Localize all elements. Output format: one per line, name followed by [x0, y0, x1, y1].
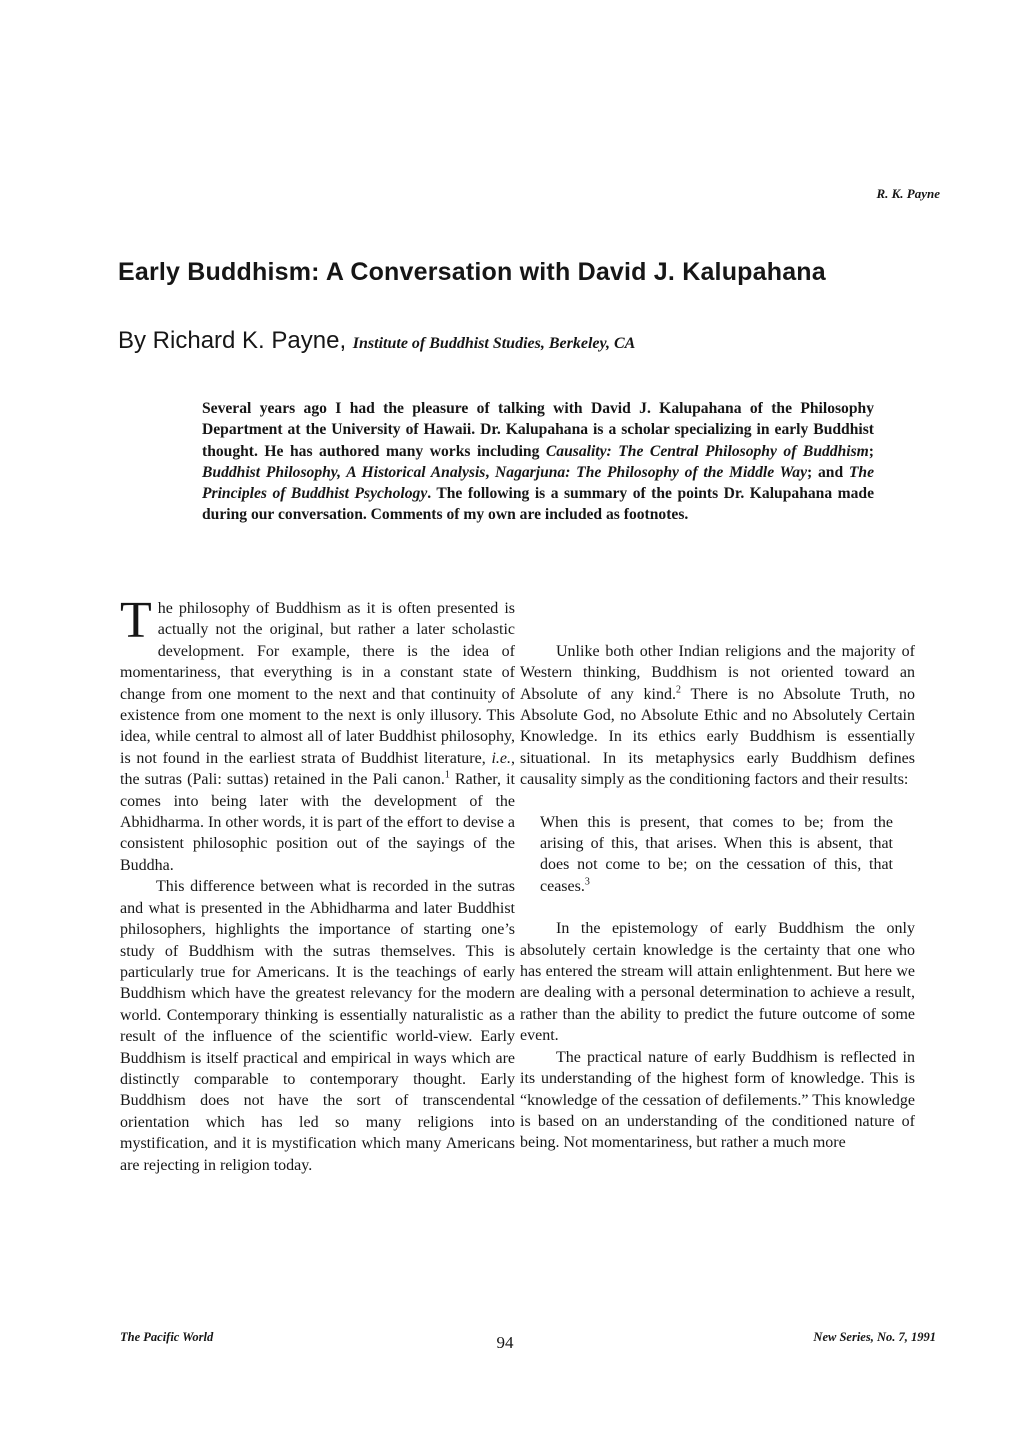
- drop-cap: T: [120, 592, 152, 649]
- author-affiliation: Institute of Buddhist Studies, Berkeley, CA: [352, 335, 636, 352]
- footnote-ref-1[interactable]: 1: [444, 769, 450, 781]
- article-title: Early Buddhism: A Conversation with David J. Kalupahana: [118, 258, 826, 286]
- p3-text-b: There is no Absolute Truth, no Absolute God, no Absolute Ethic and no Absolutely Certain Knowledge. In its ethics early Buddhism is essentially situational. In its metaphysics early Buddhism defines causality simply as the conditioning factors and their results:: [520, 685, 915, 789]
- abstract: [202, 398, 874, 526]
- abstract-work-4: The Principles of Buddhist Psychology: [202, 463, 874, 503]
- body-paragraph-5: The practical nature of early Buddhism is reflected in its understanding of the highest form of knowledge. This is “knowledge of the cessation of defilements.” This knowledge is based on an understanding of the conditioned nature of being. Not momentariness, but rather a much more: [520, 1048, 915, 1152]
- abstract-work-1: Causality: The Central Philosophy of Buddhism: [545, 442, 869, 460]
- body-paragraph-2: This difference between what is recorded in the sutras and what is presented in the Abhidharma and later Buddhist philosophers, highlights the importance of starting one’s study of Buddhism with the sutras themselves. This is particularly true for Americans. It is the teachings of early Buddhism which have the greatest relevancy for the modern world. Contemporary thinking is essentially naturalistic as a result of the influence of the scientific world-view. Early Buddhism is itself practical and empirical in ways which are distinctly comparable to contemporary thought. Early Buddhism does not have the sort of transcendental orientation which has led so many religions into mystification, and it is mystification which many Americans are rejecting in religion today.: [120, 878, 515, 1174]
- abstract-sep-1: ;: [868, 442, 874, 460]
- abstract-tail: . The following is a summary of the points Dr. Kalupahana made during our conversation. Comments of my own are included as footnotes.: [202, 485, 875, 524]
- journal-name: The Pacific World: [120, 1330, 214, 1344]
- body-column-left: [120, 592, 516, 1176]
- p1-text-b: , the sutras (Pali: suttas) retained in the Pali canon.: [120, 749, 516, 789]
- byline: [118, 326, 918, 359]
- p1-text-a: he philosophy of Buddhism as it is often presented is actually not the original, but rather a later scholastic development. For example, there is the idea of momentariness, that everything is in a constant state of change from one moment to the next and that continuity of existence from one moment to the next is only illusory. This idea, while central to almost all of later Buddhist philosophy, is not found in the earliest strata of Buddhist literature,: [120, 600, 515, 767]
- footnote-ref-3[interactable]: 3: [584, 876, 590, 888]
- abstract-work-3: Nagarjuna: The Philosophy of the Middle Way: [495, 463, 808, 481]
- p1-ie: i.e.: [491, 749, 512, 767]
- page-number: 94: [496, 1333, 514, 1352]
- footnote-ref-2[interactable]: 2: [676, 684, 682, 696]
- body-column-right: [520, 598, 915, 1154]
- p3-text-a: Unlike both other Indian religions and the majority of Western thinking, Buddhism is not oriented toward an Absolute of any kind.: [520, 642, 915, 703]
- quote-text: When this is present, that comes to be; from the arising of this, that arises. When this is absent, that does not come to be; on the cessation of this, that ceases.: [540, 813, 893, 895]
- body-paragraph-1: [120, 592, 516, 876]
- series-info: New Series, No. 7, 1991: [813, 1330, 936, 1344]
- p1-text-c: Rather, it comes into being later with the development of the Abhidharma. In other words, it is part of the effort to devise a consistent philosophic position out of the sayings of the Buddha.: [120, 771, 515, 874]
- abstract-sep-2: ,: [485, 463, 490, 481]
- body-paragraph-3: [520, 641, 915, 791]
- author-name: By Richard K. Payne,: [118, 327, 347, 354]
- abstract-lead: Several years ago I had the pleasure of talking with David J. Kalupahana of the Philosophy Department at the University of Hawaii. Dr. Kalupahana is a scholar specializing in early Buddhist thought. He has authored many works including: [202, 400, 874, 460]
- abstract-work-2: Buddhist Philosophy, A Historical Analysis: [202, 463, 486, 481]
- running-head: R. K. Payne: [876, 186, 940, 201]
- body-paragraph-4: In the epistemology of early Buddhism the only absolutely certain knowledge is the certainty that one who has entered the stream will attain enlightenment. But here we are dealing with a personal determination to achieve a result, rather than the ability to predict the future outcome of some event.: [520, 920, 915, 1045]
- abstract-sep-3: ; and: [807, 463, 844, 481]
- block-quote: [520, 812, 915, 898]
